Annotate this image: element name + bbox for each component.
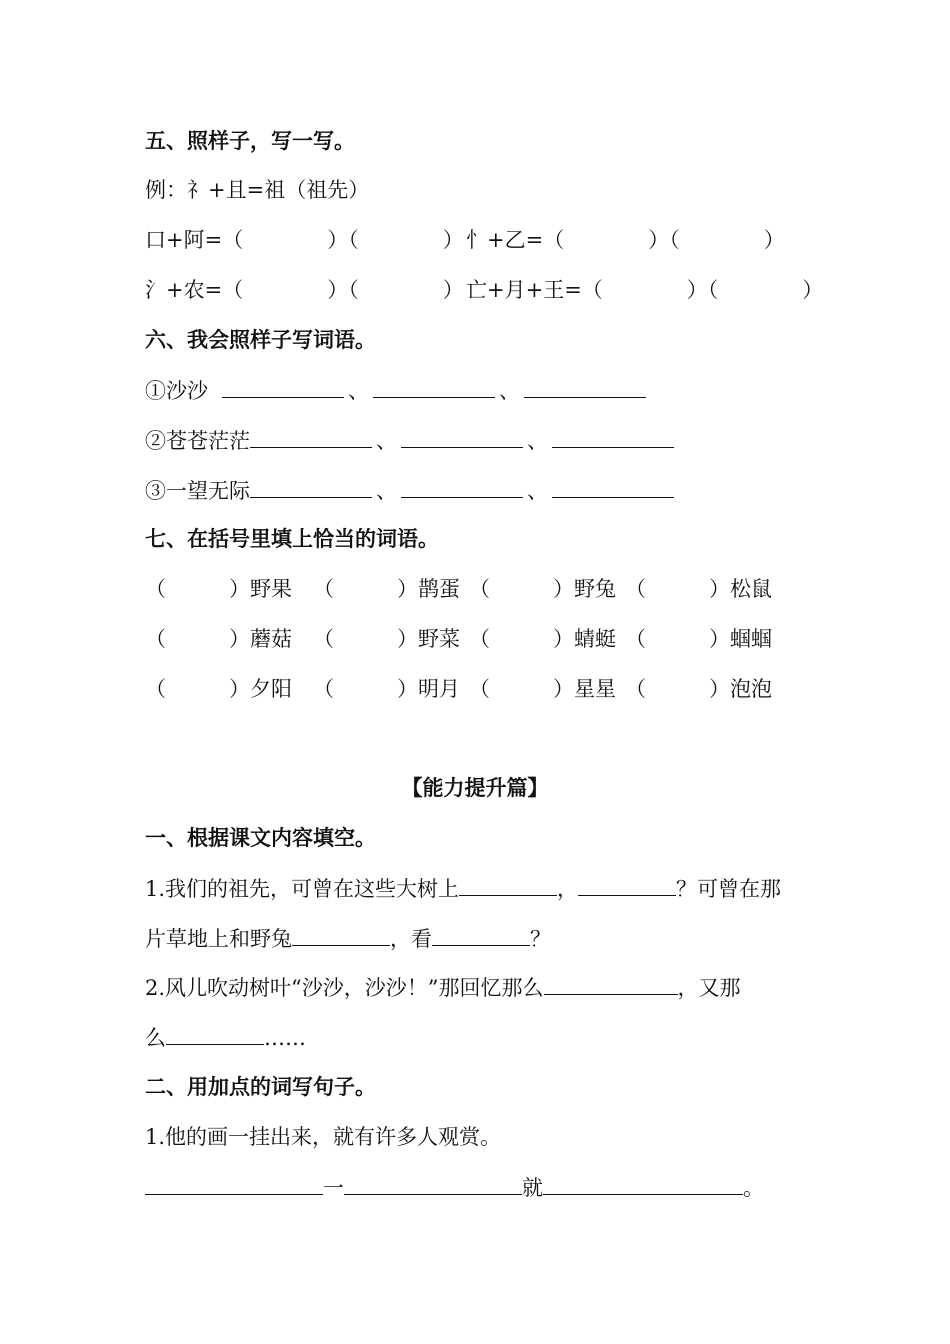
q1-text: 片草地上和野兔 [145, 927, 292, 951]
answer-blank[interactable] [543, 1172, 743, 1195]
separator: 、 [527, 479, 548, 503]
part1-q2-line2 [145, 1022, 306, 1053]
section5-row1-right: 忄+乙=（ ）（ ） [466, 228, 785, 252]
section6-item-1 [145, 375, 646, 406]
answer-blank[interactable] [544, 972, 678, 995]
answer-blank[interactable] [250, 425, 372, 448]
section5-row2-left: 氵+农=（ ）（ ） [145, 278, 464, 302]
section6-title: 六、我会照样子写词语。 [145, 328, 376, 352]
section6-item-2 [145, 425, 674, 456]
fill-item[interactable]: （ ）鹊蛋 [313, 577, 460, 601]
answer-blank[interactable] [250, 475, 372, 498]
q1-text: ， [557, 877, 579, 901]
answer-blank[interactable] [401, 425, 523, 448]
section5-row2-right: 亡+月+王=（ ）（ ） [466, 278, 824, 302]
section5-example: 例：礻+且=祖（祖先） [145, 178, 370, 202]
part2-q1: 1.他的画一挂出来，就有许多人观赏。 [145, 1125, 502, 1149]
answer-blank[interactable] [292, 923, 390, 946]
answer-blank[interactable] [552, 475, 674, 498]
q1-text: ？ [530, 927, 551, 951]
q2-text: 么 [145, 1026, 166, 1050]
q2-text: …… [264, 1026, 306, 1050]
separator: 、 [527, 429, 548, 453]
answer-blank[interactable] [432, 923, 530, 946]
answer-blank[interactable] [145, 1172, 323, 1195]
section6-item-3 [145, 475, 674, 506]
part1-q1-line1 [145, 873, 781, 904]
separator: 、 [376, 479, 397, 503]
separator: 、 [499, 379, 520, 403]
part2-title: 二、用加点的词写句子。 [145, 1075, 376, 1099]
fill-item[interactable]: （ ）泡泡 [625, 677, 772, 701]
q1-text: 1.我们的祖先，可曾在这些大树上 [145, 877, 460, 901]
separator: 、 [348, 379, 369, 403]
answer-blank[interactable] [222, 375, 344, 398]
fill-item[interactable]: （ ）明月 [313, 677, 460, 701]
fill-item[interactable]: （ ）野菜 [313, 627, 460, 651]
separator: 、 [376, 429, 397, 453]
answer-blank[interactable] [401, 475, 523, 498]
advanced-heading: 【能力提升篇】 [401, 776, 549, 800]
section6-item-2-label: ②苍苍茫茫 [145, 429, 250, 453]
q2-text: ，又那 [677, 976, 741, 1000]
section5-row1-left: 口+阿=（ ）（ ） [145, 228, 464, 252]
fill-item[interactable]: （ ）蘑菇 [145, 627, 292, 651]
q2-text: 2.风儿吹动树叶“沙沙，沙沙！”那回忆那么 [145, 976, 544, 1000]
keyword-yi: 一 [323, 1176, 344, 1200]
period: 。 [743, 1176, 764, 1200]
answer-blank[interactable] [459, 873, 557, 896]
answer-blank[interactable] [524, 375, 646, 398]
answer-blank[interactable] [578, 873, 676, 896]
answer-blank[interactable] [166, 1022, 264, 1045]
answer-blank[interactable] [373, 375, 495, 398]
fill-item[interactable]: （ ）星星 [469, 677, 616, 701]
q1-text: ，看 [390, 927, 432, 951]
answer-blank[interactable] [552, 425, 674, 448]
fill-item[interactable]: （ ）蝈蝈 [625, 627, 772, 651]
fill-item[interactable]: （ ）野果 [145, 577, 292, 601]
keyword-jiu: 就 [522, 1176, 543, 1200]
fill-item[interactable]: （ ）松鼠 [625, 577, 772, 601]
fill-item[interactable]: （ ）夕阳 [145, 677, 292, 701]
q1-text: ？可曾在那 [676, 877, 782, 901]
fill-item[interactable]: （ ）野兔 [469, 577, 616, 601]
section6-item-3-label: ③一望无际 [145, 479, 250, 503]
section6-item-1-label: ①沙沙 [145, 379, 208, 403]
part1-q1-line2 [145, 923, 551, 954]
part1-title: 一、根据课文内容填空。 [145, 826, 376, 850]
fill-item[interactable]: （ ）蜻蜓 [469, 627, 616, 651]
section5-title: 五、照样子，写一写。 [145, 129, 355, 153]
part2-answer-line [145, 1172, 764, 1203]
part1-q2-line1 [145, 972, 741, 1003]
section7-title: 七、在括号里填上恰当的词语。 [145, 527, 439, 551]
answer-blank[interactable] [344, 1172, 522, 1195]
